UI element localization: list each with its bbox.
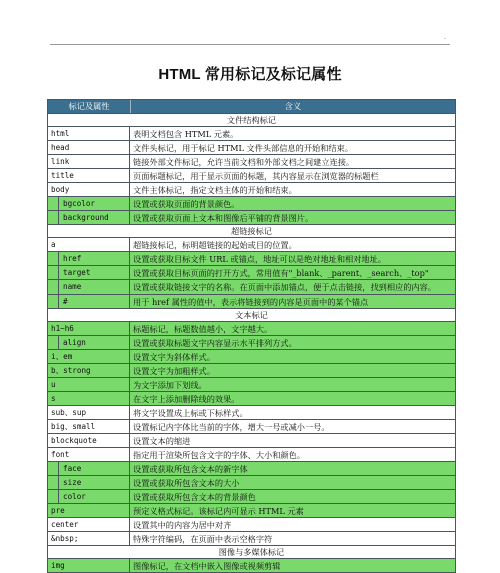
table-row [48, 350, 455, 364]
table-row [48, 197, 455, 211]
tag-cell: blockquote [48, 434, 130, 447]
indent-marker [48, 462, 59, 475]
tag-cell [48, 462, 130, 475]
meaning-cell: 设置文字为斜体样式。 [133, 352, 215, 362]
indent-marker [48, 252, 59, 265]
table-row [48, 532, 455, 546]
table-row [48, 252, 455, 266]
tag-name: # [63, 297, 68, 306]
meaning-cell: 设置或获取所包含文本的大小 [133, 478, 240, 488]
top-dot: · [444, 36, 446, 43]
meaning-cell: 指定用于渲染所包含文字的字体、大小和颜色。 [133, 450, 305, 460]
meaning-cell: 页面标题标记，用于显示页面的标题，其内容显示在浏览器的标题栏 [133, 171, 379, 181]
table-row [48, 211, 455, 225]
meaning-cell: 设置标记内字体比当前的字体，增大一号或减小一号。 [133, 422, 330, 432]
tag-cell: s [48, 392, 130, 405]
table-row [48, 504, 455, 518]
tag-cell: u [48, 378, 130, 391]
indent-marker [48, 336, 59, 349]
table-row [48, 406, 455, 420]
tag-name: background [63, 213, 109, 222]
section-title: 图像与多媒体标记 [48, 546, 455, 559]
meaning-cell: 表明文档包含 HTML 元素。 [133, 129, 239, 139]
meaning-cell: 设置或获取页面的背景颜色。 [133, 199, 240, 209]
table-row [48, 336, 455, 350]
tag-cell: big、small [48, 420, 130, 433]
tag-cell: head [48, 141, 130, 154]
meaning-cell: 设置文字为加粗样式。 [133, 366, 215, 376]
table-row [48, 141, 455, 155]
tag-cell [48, 336, 130, 349]
meaning-cell: 设置文本的缩进 [133, 436, 191, 446]
table-row [48, 490, 455, 504]
table-row [48, 295, 455, 309]
meaning-cell: 图像标记，在文档中嵌入图像或视频剪辑 [133, 561, 281, 571]
table-body [48, 114, 455, 573]
meaning-cell: 设置或获取标题文字内容显示水平排列方式。 [133, 338, 297, 348]
section-title: 文本标记 [48, 309, 455, 322]
meaning-cell: 在文字上添加删除线的效果。 [133, 394, 240, 404]
tag-name: align [63, 338, 86, 347]
table-row [48, 155, 455, 169]
table-row [48, 518, 455, 532]
indent-marker [48, 476, 59, 489]
indent-marker [48, 197, 59, 210]
table-row [48, 127, 455, 141]
tag-cell: i、em [48, 350, 130, 363]
table-row [48, 559, 455, 573]
table-row [48, 364, 455, 378]
meaning-cell: 设置其中的内容为居中对齐 [133, 520, 232, 530]
meaning-cell: 设置或获取链接文字的名称。在页面中添加锚点，便于点击链接，找到相应的内容。 [133, 282, 436, 292]
header-tag-column: 标记及属性 [48, 100, 131, 113]
tag-cell: link [48, 155, 130, 168]
table-row [48, 434, 455, 448]
table-row [48, 280, 455, 295]
tag-cell: html [48, 127, 130, 140]
tag-name: bgcolor [63, 199, 96, 208]
table-row [48, 169, 455, 183]
meaning-cell: 预定义格式标记。该标记内可显示 HTML 元素 [133, 506, 304, 516]
indent-marker [48, 295, 59, 308]
tag-name: name [63, 282, 82, 291]
meaning-cell: 为文字添加下划线。 [133, 380, 207, 390]
meaning-cell: 设置或获取页面上文本和图像后平铺的背景图片。 [133, 213, 314, 223]
tag-cell [48, 211, 130, 224]
tag-cell: center [48, 518, 130, 531]
meaning-cell: 用于 href 属性的值中，表示将链接到的内容是页面中的某个锚点 [133, 297, 369, 307]
tag-cell [48, 252, 130, 265]
tag-cell [48, 266, 130, 279]
table-row [48, 448, 455, 462]
tag-cell [48, 197, 130, 210]
table-header [48, 100, 455, 114]
indent-marker [48, 490, 59, 503]
tag-cell: b、strong [48, 364, 130, 377]
meaning-cell: 设置或获取目标页面的打开方式，常用值有"_blank、_parent、_search、_top" [133, 268, 429, 278]
table-row [48, 392, 455, 406]
section-title: 超链接标记 [48, 225, 455, 238]
tag-name: size [63, 478, 82, 487]
tag-name: href [63, 254, 82, 263]
tag-cell: title [48, 169, 130, 182]
tag-cell: body [48, 183, 130, 196]
meaning-cell: 超链接标记，标明超链接的起始或目的位置。 [133, 240, 297, 250]
tag-cell: pre [48, 504, 130, 517]
section-title: 文件结构标记 [48, 114, 455, 127]
tag-cell: a [48, 238, 130, 251]
table-row [48, 266, 455, 280]
header-meaning-column: 含义 [284, 101, 302, 111]
tag-name: color [63, 492, 86, 501]
indent-marker [48, 280, 59, 294]
table-row [48, 322, 455, 336]
tag-cell [48, 280, 130, 294]
table-row [48, 462, 455, 476]
meaning-cell: 设置或获取目标文件 URL 或锚点，地址可以是绝对地址和相对地址。 [133, 254, 386, 264]
table-row [48, 476, 455, 490]
meaning-cell: 链接外部文件标记，允许当前文档和外部文档之间建立连接。 [133, 157, 355, 167]
tag-cell: h1~h6 [48, 322, 130, 335]
meaning-cell: 标题标记，标题数值越小，文字越大。 [133, 324, 273, 334]
tag-cell: img [48, 559, 130, 572]
indent-marker [48, 266, 59, 279]
table-row [48, 238, 455, 252]
tag-cell: &nbsp; [48, 532, 130, 545]
table-row [48, 378, 455, 392]
tag-cell: sub、sup [48, 406, 130, 419]
table-row [48, 420, 455, 434]
meaning-cell: 设置或获取所包含文本的背景颜色 [133, 492, 256, 502]
meaning-cell: 文件头标记，用于标记 HTML 文件头部信息的开始和结束。 [133, 143, 353, 153]
meaning-cell: 设置或获取所包含文本的新字体 [133, 464, 248, 474]
tag-cell: font [48, 448, 130, 461]
tag-cell [48, 295, 130, 308]
page-title: HTML 常用标记及标记属性 [158, 66, 342, 83]
tag-cell [48, 490, 130, 503]
tag-name: face [63, 464, 82, 473]
indent-marker [48, 211, 59, 224]
table-row [48, 183, 455, 197]
top-divider [50, 44, 450, 45]
tag-cell [48, 476, 130, 489]
tag-name: target [63, 268, 91, 277]
meaning-cell: 文件主体标记，指定文档主体的开始和结束。 [133, 185, 297, 195]
meaning-cell: 将文字设置成上标或下标样式。 [133, 408, 248, 418]
tag-reference-table [47, 99, 456, 573]
meaning-cell: 特殊字符编码，在页面中表示空格字符 [133, 534, 273, 544]
